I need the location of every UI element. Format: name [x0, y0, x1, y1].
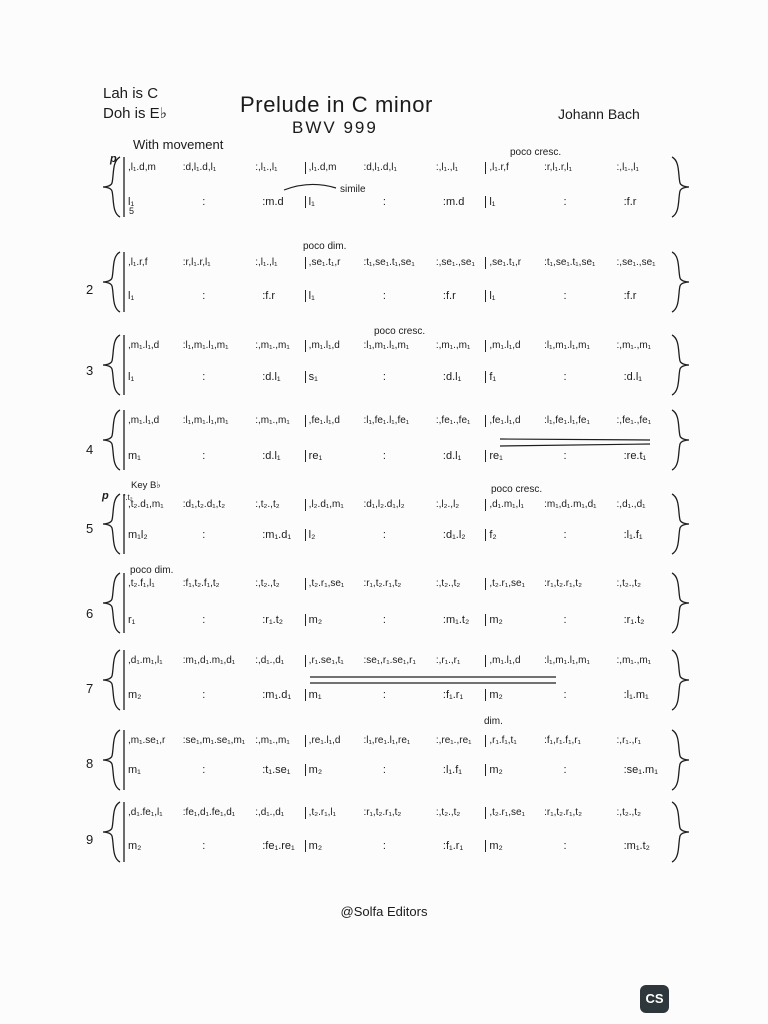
- upper-beat: :l₁,m₁.l₁,m₁: [544, 340, 590, 351]
- measure: [128, 450, 305, 462]
- upper-beat: :,t₂.,t₂: [435, 807, 461, 818]
- lower-beat: :: [382, 840, 386, 852]
- measure: [128, 735, 305, 747]
- left-brace-icon: [100, 492, 128, 556]
- left-brace-icon: [100, 250, 128, 314]
- upper-beat: ,l₁.d,m: [128, 162, 156, 173]
- measure: [305, 415, 486, 427]
- upper-beat: :d₁,t₂.d₁,t₂: [182, 499, 226, 510]
- lower-beat: :m.d: [442, 196, 465, 208]
- measure: [305, 840, 486, 852]
- upper-beat: :,se₁.,se₁: [616, 257, 656, 268]
- measure: [128, 257, 305, 269]
- upper-beat: :,t₂.,t₂: [255, 578, 280, 589]
- measure: [305, 162, 486, 174]
- lower-beat: m₂: [308, 614, 323, 626]
- right-brace-icon: [668, 408, 692, 472]
- upper-beat: ,l₁.d,m: [308, 162, 337, 173]
- lower-beat: :f.r: [262, 290, 276, 302]
- measure: [485, 450, 666, 462]
- expression-mark: poco dim.: [130, 565, 174, 576]
- lower-part-line: [128, 840, 666, 852]
- measure: [305, 340, 486, 352]
- upper-beat: :l₁,m₁.l₁,m₁: [363, 340, 410, 351]
- bridge-note-mark: f.t₂: [123, 493, 133, 502]
- upper-beat: ,d₁.fe₁,l₁: [128, 807, 163, 818]
- upper-beat: ,l₁.r,f: [128, 257, 148, 268]
- lower-beat: :: [202, 290, 206, 302]
- lower-beat: :: [382, 689, 386, 701]
- upper-beat: ,t₂.r₁,l₁: [308, 807, 336, 818]
- lower-beat: :: [202, 840, 206, 852]
- lower-beat: r₁: [128, 614, 136, 626]
- system-number: 7: [86, 681, 94, 696]
- lower-beat: :f₁.r₁: [442, 840, 464, 852]
- system: [0, 648, 768, 712]
- lower-part-line: [128, 371, 666, 383]
- upper-beat: :,l₁.,l₁: [616, 162, 639, 173]
- measure: [485, 257, 666, 269]
- upper-beat: :r₁,t₂.r₁,t₂: [544, 578, 582, 589]
- measure: [305, 257, 486, 269]
- measure: [485, 807, 666, 819]
- upper-beat: :r,l₁.r,l₁: [182, 257, 211, 268]
- key-doh-line: Doh is E♭: [103, 105, 167, 122]
- system: [0, 333, 768, 397]
- expression-mark: poco cresc.: [491, 484, 543, 495]
- upper-beat: :,m₁.,m₁: [255, 415, 290, 426]
- lower-beat: :d.l₁: [262, 450, 281, 462]
- lower-beat: :t₁.se₁: [262, 764, 291, 776]
- measure: [128, 614, 305, 626]
- catalog-number: BWV 999: [292, 118, 378, 137]
- measure: [305, 290, 486, 302]
- upper-beat: ,r₁.f₁,t₁: [489, 735, 517, 746]
- fingering-mark: 5: [129, 206, 135, 216]
- system-number: 4: [86, 442, 94, 457]
- measure: [485, 578, 666, 590]
- lower-beat: l₁: [128, 290, 135, 302]
- lower-beat: l₁: [128, 196, 135, 208]
- upper-beat: :,d₁.,d₁: [255, 655, 285, 666]
- upper-beat: :r,l₁.r,l₁: [544, 162, 572, 173]
- upper-beat: :,m₁.,m₁: [255, 340, 290, 351]
- lower-beat: m₂: [128, 840, 142, 852]
- left-brace-icon: [100, 648, 128, 712]
- lower-beat: re₁: [308, 450, 323, 462]
- upper-beat: ,t₂.d₁,m₁: [128, 499, 164, 510]
- key-change-mark: Key B♭: [131, 480, 161, 491]
- measure: [305, 735, 486, 747]
- system-number: 8: [86, 756, 94, 771]
- lower-beat: f₂: [489, 529, 497, 541]
- upper-beat: ,m₁.l₁,d: [489, 655, 521, 666]
- lower-beat: l₁: [489, 196, 496, 208]
- upper-beat: :r₁,t₂.r₁,t₂: [363, 807, 402, 818]
- lower-beat: m₁l₂: [128, 529, 148, 541]
- measure: [128, 415, 305, 427]
- expression-mark: simile: [340, 184, 366, 195]
- upper-beat: ,t₂.r₁,se₁: [489, 807, 525, 818]
- right-brace-icon: [668, 333, 692, 397]
- lower-part-line: [128, 290, 666, 302]
- lower-beat: :: [382, 196, 386, 208]
- right-brace-icon: [668, 492, 692, 556]
- measure: [128, 764, 305, 776]
- measure: [128, 529, 305, 541]
- upper-beat: ,d₁.m₁,l₁: [128, 655, 163, 666]
- upper-beat: :m₁,d₁.m₁,d₁: [182, 655, 236, 666]
- upper-beat: :f₁,t₂.f₁,t₂: [182, 578, 220, 589]
- lower-beat: m₂: [489, 840, 503, 852]
- lower-beat: :: [563, 450, 567, 462]
- upper-part-line: [128, 807, 666, 819]
- measure: [305, 578, 486, 590]
- system: [0, 571, 768, 635]
- upper-beat: :,r₁.,r₁: [435, 655, 461, 666]
- lower-beat: :: [563, 764, 567, 776]
- measure: [485, 340, 666, 352]
- lower-beat: :: [382, 371, 386, 383]
- lower-beat: :re.t₁: [623, 450, 647, 462]
- lower-beat: l₁: [128, 371, 135, 383]
- measure: [485, 840, 666, 852]
- expression-mark: poco cresc.: [510, 147, 562, 158]
- left-brace-icon: [100, 571, 128, 635]
- lower-beat: :m₁.t₂: [623, 840, 650, 852]
- left-brace-icon: [100, 728, 128, 792]
- lower-beat: :: [202, 371, 206, 383]
- lower-beat: m₂: [128, 689, 142, 701]
- lower-beat: m₂: [489, 689, 503, 701]
- tempo-marking: With movement: [133, 137, 224, 152]
- upper-beat: :r₁,t₂.r₁,t₂: [363, 578, 402, 589]
- upper-beat: :f₁,r₁.f₁,r₁: [544, 735, 581, 746]
- upper-beat: ,fe₁.l₁,d: [308, 415, 340, 426]
- upper-beat: :,l₁.,l₁: [255, 162, 278, 173]
- upper-beat: :,m₁.,m₁: [255, 735, 290, 746]
- right-brace-icon: [668, 155, 692, 219]
- credit-footer: @Solfa Editors: [340, 904, 428, 919]
- lower-beat: m₁: [128, 450, 141, 462]
- lower-beat: :m₁.d₁: [262, 529, 292, 541]
- measure: [305, 764, 486, 776]
- piece-title: Prelude in C minor: [240, 92, 433, 117]
- upper-beat: :,m₁.,m₁: [616, 655, 652, 666]
- measure: [305, 689, 486, 701]
- camscanner-logo: CS: [640, 985, 669, 1013]
- measure: [485, 529, 666, 541]
- lower-beat: :fe₁.re₁: [262, 840, 295, 852]
- upper-beat: :,fe₁.,fe₁: [616, 415, 652, 426]
- lower-part-line: [128, 196, 666, 208]
- upper-beat: :,t₂.,t₂: [255, 499, 280, 510]
- lower-beat: :: [202, 450, 206, 462]
- measure: [128, 290, 305, 302]
- measure: [485, 689, 666, 701]
- measure: [485, 764, 666, 776]
- lower-beat: m₁: [128, 764, 141, 776]
- lower-beat: :m₁.d₁: [262, 689, 292, 701]
- measure: [128, 371, 305, 383]
- measure: [128, 578, 305, 590]
- measure: [305, 371, 486, 383]
- lower-beat: m₁: [308, 689, 322, 701]
- upper-beat: :fe₁,d₁.fe₁,d₁: [182, 807, 236, 818]
- measure: [485, 735, 666, 747]
- upper-beat: :l₁,m₁.l₁,m₁: [182, 415, 229, 426]
- lower-beat: :: [202, 614, 206, 626]
- system: [0, 250, 768, 314]
- lower-beat: :: [202, 689, 206, 701]
- measure: [305, 655, 486, 667]
- upper-beat: :l₁,m₁.l₁,m₁: [544, 655, 590, 666]
- measure: [485, 614, 666, 626]
- measure: [485, 290, 666, 302]
- system: [0, 492, 768, 556]
- right-brace-icon: [668, 250, 692, 314]
- lower-beat: m₂: [308, 764, 323, 776]
- measure: [128, 196, 305, 208]
- dynamic-mark: p: [110, 153, 117, 165]
- expression-mark: poco cresc.: [374, 326, 426, 337]
- measure: [305, 196, 486, 208]
- lower-beat: :: [382, 764, 386, 776]
- upper-beat: :t₁,se₁.t₁,se₁: [544, 257, 596, 268]
- composer-name: Johann Bach: [558, 106, 640, 122]
- upper-beat: :d,l₁.d,l₁: [363, 162, 397, 173]
- upper-beat: ,r₁.se₁,t₁: [308, 655, 344, 666]
- upper-part-line: [128, 735, 666, 747]
- lower-part-line: [128, 689, 666, 701]
- upper-beat: :r₁,t₂.r₁,t₂: [544, 807, 582, 818]
- lower-beat: :: [563, 840, 567, 852]
- lower-beat: :: [563, 689, 567, 701]
- upper-part-line: [128, 578, 666, 590]
- system-number: 5: [86, 521, 94, 536]
- upper-beat: :l₁,fe₁.l₁,fe₁: [544, 415, 590, 426]
- upper-beat: :,t₂.,t₂: [616, 578, 641, 589]
- lower-beat: :r₁.t₂: [262, 614, 284, 626]
- expression-mark: poco dim.: [303, 241, 347, 252]
- lower-beat: :: [202, 196, 206, 208]
- upper-part-line: [128, 257, 666, 269]
- system: [0, 408, 768, 472]
- system-number: 6: [86, 606, 94, 621]
- measure: [305, 807, 486, 819]
- upper-beat: ,m₁.se₁,r: [128, 735, 166, 746]
- lower-part-line: [128, 529, 666, 541]
- lower-part-line: [128, 614, 666, 626]
- left-brace-icon: [100, 800, 128, 864]
- upper-beat: :se₁,r₁.se₁,r₁: [363, 655, 416, 666]
- lower-beat: l₁: [489, 290, 496, 302]
- upper-part-line: [128, 340, 666, 352]
- system-number: 2: [86, 282, 94, 297]
- upper-beat: :,d₁.,d₁: [616, 499, 646, 510]
- upper-beat: :,fe₁.,fe₁: [435, 415, 471, 426]
- upper-beat: :se₁,m₁.se₁,m₁: [182, 735, 246, 746]
- measure: [485, 655, 666, 667]
- upper-beat: ,t₂.r₁,se₁: [489, 578, 525, 589]
- expression-mark: dim.: [484, 716, 503, 727]
- lower-beat: :: [563, 529, 567, 541]
- upper-beat: ,se₁.t₁,r: [489, 257, 522, 268]
- upper-beat: ,l₁.r,f: [489, 162, 509, 173]
- lower-part-line: [128, 764, 666, 776]
- upper-beat: ,l₂.d₁,m₁: [308, 499, 344, 510]
- measure: [305, 614, 486, 626]
- system: [0, 728, 768, 792]
- upper-part-line: [128, 655, 666, 667]
- lower-beat: l₁: [308, 196, 315, 208]
- key-lah-line: Lah is C: [103, 85, 159, 102]
- lower-beat: l₂: [308, 529, 316, 541]
- upper-beat: :,r₁.,r₁: [616, 735, 642, 746]
- lower-beat: :l₁.m₁: [623, 689, 649, 701]
- lower-beat: :l₁.f₁: [623, 529, 643, 541]
- measure: [485, 196, 666, 208]
- upper-part-line: [128, 499, 666, 511]
- upper-beat: :t₁,se₁.t₁,se₁: [363, 257, 415, 268]
- upper-part-line: [128, 415, 666, 427]
- system: [0, 155, 768, 219]
- lower-beat: :: [563, 196, 567, 208]
- lower-beat: :: [202, 764, 206, 776]
- upper-beat: :d,l₁.d,l₁: [182, 162, 217, 173]
- lower-beat: :f.r: [442, 290, 456, 302]
- upper-beat: :,l₂.,l₂: [435, 499, 460, 510]
- right-brace-icon: [668, 648, 692, 712]
- lower-beat: m₂: [489, 614, 503, 626]
- left-brace-icon: [100, 155, 128, 219]
- measure: [485, 371, 666, 383]
- lower-beat: :: [563, 614, 567, 626]
- lower-beat: :r₁.t₂: [623, 614, 645, 626]
- lower-beat: :m.d: [262, 196, 284, 208]
- measure: [305, 529, 486, 541]
- upper-beat: :,l₁.,l₁: [255, 257, 278, 268]
- lower-beat: s₁: [308, 371, 318, 383]
- upper-beat: :l₁,re₁.l₁,re₁: [363, 735, 411, 746]
- measure: [485, 415, 666, 427]
- lower-part-line: [128, 450, 666, 462]
- upper-beat: :,re₁.,re₁: [435, 735, 472, 746]
- lower-beat: :d.l₁: [442, 371, 462, 383]
- upper-beat: :,l₁.,l₁: [435, 162, 459, 173]
- measure: [128, 807, 305, 819]
- right-brace-icon: [668, 728, 692, 792]
- measure: [128, 655, 305, 667]
- lower-beat: f₁: [489, 371, 497, 383]
- lower-beat: :: [563, 290, 567, 302]
- lower-beat: :: [382, 529, 386, 541]
- lower-beat: :: [382, 290, 386, 302]
- lower-beat: :f.r: [623, 196, 637, 208]
- lower-beat: m₂: [308, 840, 323, 852]
- left-brace-icon: [100, 408, 128, 472]
- upper-beat: :m₁,d₁.m₁,d₁: [544, 499, 597, 510]
- upper-beat: :l₁,fe₁.l₁,fe₁: [363, 415, 410, 426]
- upper-beat: ,t₂.f₁,l₁: [128, 578, 155, 589]
- lower-beat: m₂: [489, 764, 503, 776]
- upper-beat: :d₁,l₂.d₁,l₂: [363, 499, 405, 510]
- lower-beat: :d.l₁: [262, 371, 281, 383]
- right-brace-icon: [668, 800, 692, 864]
- upper-beat: ,m₁.l₁,d: [308, 340, 340, 351]
- measure: [128, 689, 305, 701]
- upper-beat: :,m₁.,m₁: [616, 340, 652, 351]
- system: [0, 800, 768, 864]
- lower-beat: :: [202, 529, 206, 541]
- lower-beat: :m₁.t₂: [442, 614, 470, 626]
- lower-beat: :se₁.m₁: [623, 764, 658, 776]
- upper-beat: :,d₁.,d₁: [255, 807, 285, 818]
- upper-beat: :,se₁.,se₁: [435, 257, 475, 268]
- upper-part-line: [128, 162, 666, 174]
- measure: [128, 162, 305, 174]
- measure: [485, 162, 666, 174]
- upper-beat: ,re₁.l₁,d: [308, 735, 341, 746]
- upper-beat: ,fe₁.l₁,d: [489, 415, 521, 426]
- upper-beat: ,m₁.l₁,d: [128, 340, 160, 351]
- system-number: 9: [86, 832, 94, 847]
- lower-beat: re₁: [489, 450, 503, 462]
- right-brace-icon: [668, 571, 692, 635]
- measure: [485, 499, 666, 511]
- lower-beat: :l₁.f₁: [442, 764, 462, 776]
- upper-beat: ,se₁.t₁,r: [308, 257, 341, 268]
- lower-beat: :: [563, 371, 567, 383]
- measure: [128, 499, 305, 511]
- upper-beat: ,t₂.r₁,se₁: [308, 578, 345, 589]
- upper-beat: :,t₂.,t₂: [435, 578, 461, 589]
- upper-beat: ,m₁.l₁,d: [128, 415, 160, 426]
- upper-beat: :,t₂.,t₂: [616, 807, 641, 818]
- measure: [305, 450, 486, 462]
- upper-beat: ,m₁.l₁,d: [489, 340, 521, 351]
- lower-beat: :f.r: [623, 290, 637, 302]
- lower-beat: :: [382, 450, 386, 462]
- dynamic-mark: p: [102, 490, 109, 502]
- left-brace-icon: [100, 333, 128, 397]
- lower-beat: :: [382, 614, 386, 626]
- measure: [305, 499, 486, 511]
- measure: [128, 840, 305, 852]
- lower-beat: :d.l₁: [442, 450, 462, 462]
- lower-beat: :d.l₁: [623, 371, 642, 383]
- system-number: 3: [86, 363, 94, 378]
- measure: [128, 340, 305, 352]
- lower-beat: l₁: [308, 290, 315, 302]
- upper-beat: :,m₁.,m₁: [435, 340, 471, 351]
- lower-beat: :d₁.l₂: [442, 529, 466, 541]
- upper-beat: :l₁,m₁.l₁,m₁: [182, 340, 229, 351]
- lower-beat: :f₁.r₁: [442, 689, 464, 701]
- upper-beat: ,d₁.m₁,l₁: [489, 499, 524, 510]
